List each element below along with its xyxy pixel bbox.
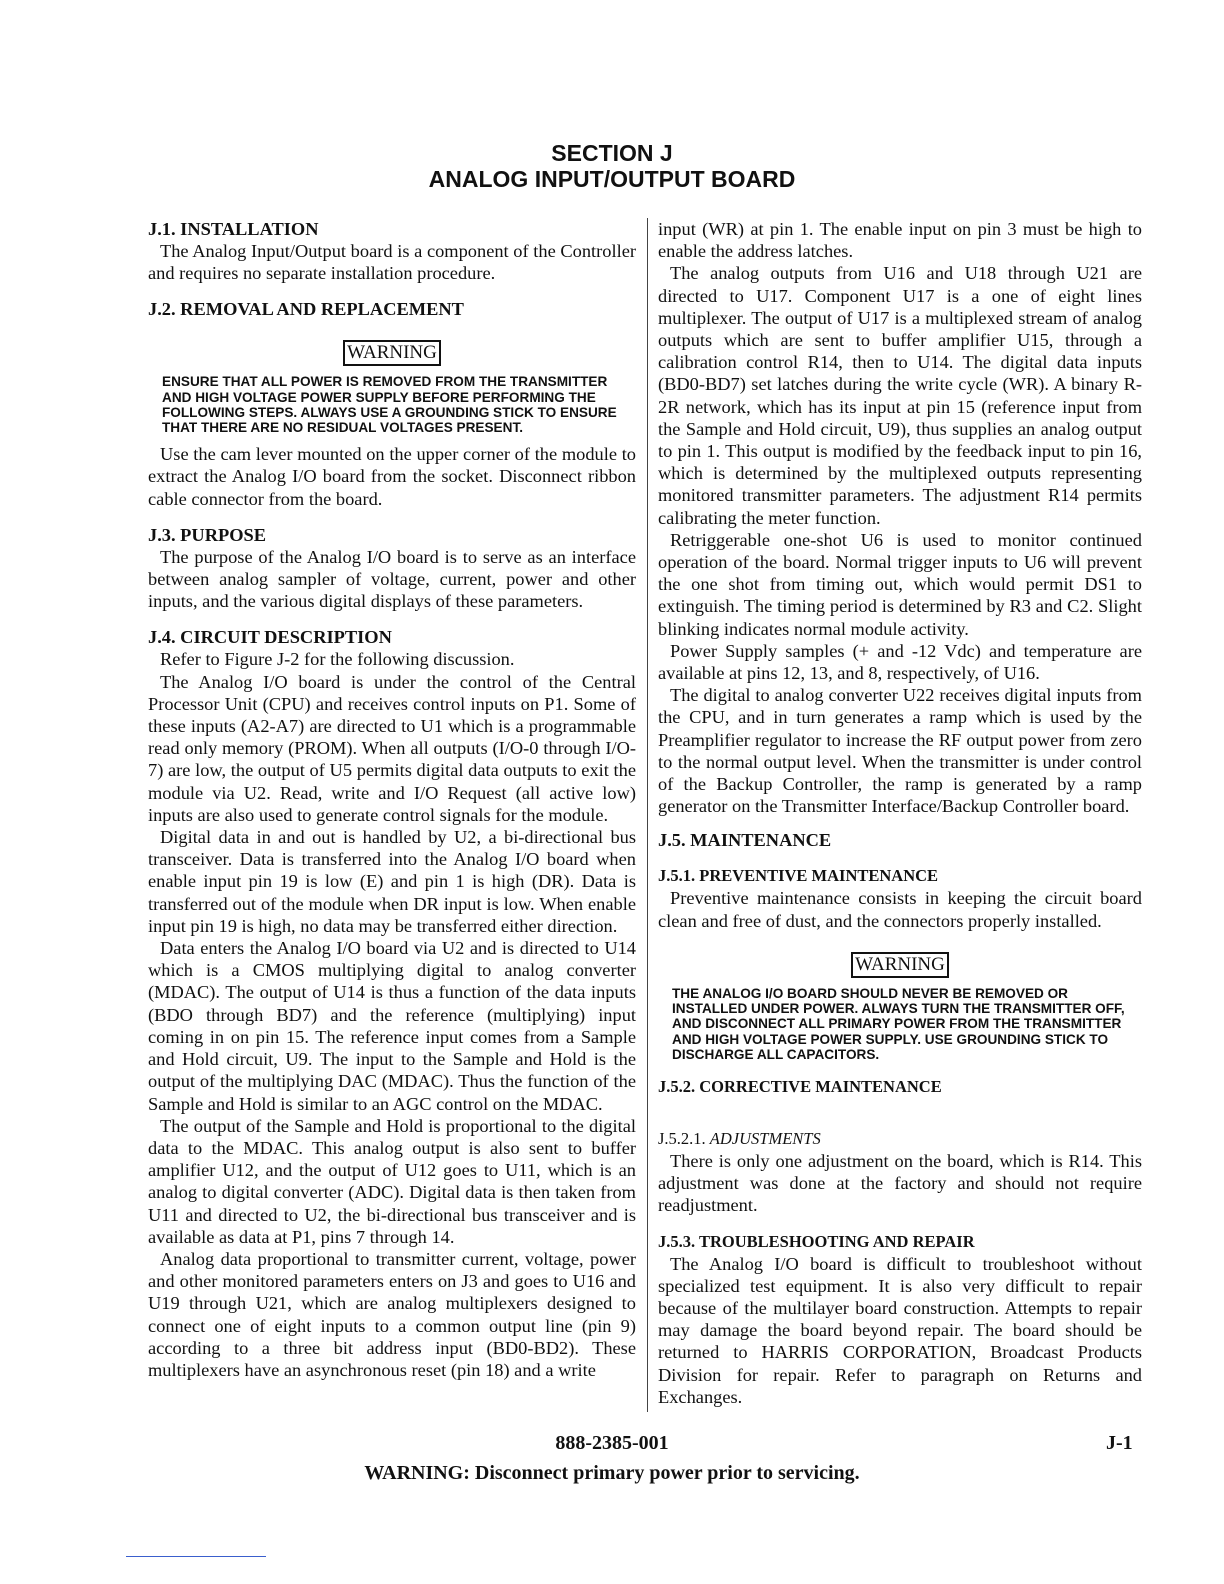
heading-preventive-maintenance: J.5.1. PREVENTIVE MAINTENANCE: [658, 866, 939, 886]
page-title: ANALOG INPUT/OUTPUT BOARD: [428, 166, 796, 192]
heading-maintenance: J.5. MAINTENANCE: [658, 830, 832, 851]
adjustments-number: J.5.2.1.: [658, 1128, 706, 1148]
paragraph-adjustments: There is only one adjustment on the board, which is R14. This adjustment was done at the factory and should not require readjustment.: [658, 1150, 1142, 1216]
page-number: J-1: [1106, 1432, 1133, 1454]
heading-circuit-description: J.4. CIRCUIT DESCRIPTION: [148, 627, 392, 648]
paragraph-purpose: The purpose of the Analog I/O board is to serve as an interface between analog sampler of voltage, current, power and other inputs, and the various digital displays of these parameters.: [148, 546, 636, 612]
heading-purpose: J.3. PURPOSE: [148, 524, 267, 545]
warning-text-2: THE ANALOG I/O BOARD SHOULD NEVER BE REMOVED OR INSTALLED UNDER POWER. ALWAYS TURN THE TRANSMITTER OFF, AND DISCONNECT ALL PRIMARY POWER FROM THE TRANSMITTER AND HIGH VOLTAGE POWER SUPPLY. USE GROUNDING STICK TO DISCHARGE ALL CAPACITORS.: [672, 985, 1125, 1062]
paragraph-one-shot: Retriggerable one-shot U6 is used to monitor continued operation of the board. Normal trigger inputs to U6 will prevent the one shot from timing out, which would permit DS1 to extinguish. The timing period is determined by R3 and C2. Slight blinking indicates normal module activity.: [658, 529, 1142, 639]
section-label: SECTION J: [551, 140, 673, 166]
adjustments-title: ADJUSTMENTS: [709, 1128, 821, 1148]
heading-corrective-maintenance: J.5.2. CORRECTIVE MAINTENANCE: [658, 1076, 942, 1096]
paragraph-installation: The Analog Input/Output board is a component of the Controller and requires no separate installation procedure.: [148, 241, 636, 284]
paragraph-continued: input (WR) at pin 1. The enable input on pin 3 must be high to enable the address latches.: [658, 219, 1142, 262]
paragraph-power-supply: Power Supply samples (+ and -12 Vdc) and temperature are available at pins 12, 13, and 8, respectively, of U16.: [658, 640, 1142, 684]
paragraph-circuit-5: The output of the Sample and Hold is proportional to the digital data to the MDAC. This analog output is also sent to buffer amplifier U12, and the output of U12 goes to U11, which is an analog to digital converter (ADC). Digital data is then taken from U11 and directed to U2, the bi-directional bus transceiver and is available as data at P1, pins 7 through 14.: [148, 1115, 636, 1247]
paragraph-troubleshooting: The Analog I/O board is difficult to troubleshoot without specialized test equipment. It is also very difficult to repair because of the multilayer board construction. Attempts to repair may damage the board beyond repair. The board should be returned to HARRIS CORPORATION, Broadcast Products Division for repair. Refer to paragraph on Returns and Exchanges.: [658, 1253, 1142, 1407]
footer-warning: WARNING: Disconnect primary power prior to servicing.: [364, 1462, 860, 1484]
warning-label-wrap-2: [658, 952, 1142, 978]
heading-adjustments: [658, 1128, 1142, 1150]
column-divider: [647, 218, 648, 1412]
paragraph-circuit-6: Analog data proportional to transmitter current, voltage, power and other monitored parameters enters on J3 and goes to U16 and U19 through U21, which are analog multiplexers designed to connect one of eight inputs to a common output line (pin 9) according to a three bit address input (BD0-BD2). These multiplexers have an asynchronous reset (pin 18) and a write: [148, 1248, 636, 1380]
warning-text: ENSURE THAT ALL POWER IS REMOVED FROM THE TRANSMITTER AND HIGH VOLTAGE POWER SUPPLY BEFORE PERFORMING THE FOLLOWING STEPS. ALWAYS USE A GROUNDING STICK TO ENSURE THAT THERE ARE NO RESIDUAL VOLTAGES PRESENT.: [162, 374, 617, 436]
section-header: [0, 140, 1224, 192]
right-column: [658, 218, 1142, 1408]
bottom-decorative-line: [126, 1556, 266, 1557]
paragraph-dac: The digital to analog converter U22 receives digital inputs from the CPU, and in turn generates a ramp which is used by the Preamplifier regulator to increase the RF output power from zero to the normal output level. When the transmitter is under control of the Backup Controller, the ramp is generated by a ramp generator on the Transmitter Interface/Backup Controller board.: [658, 685, 1142, 817]
warning-label-2: WARNING: [851, 952, 949, 978]
heading-troubleshooting: J.5.3. TROUBLESHOOTING AND REPAIR: [658, 1231, 975, 1251]
paragraph-circuit-3: Digital data in and out is handled by U2, a bi-directional bus transceiver. Data is transferred into the Analog I/O board when enable input pin 19 is low (E) and pin 1 is high (DR). Data is transferred out of the module when DR input is low. When enable input pin 19 is high, no data may be transferred either direction.: [148, 827, 636, 936]
warning-label: WARNING: [343, 340, 441, 366]
warning-label-wrap: [148, 340, 636, 366]
heading-installation: J.1. INSTALLATION: [148, 219, 319, 239]
heading-removal: J.2. REMOVAL AND REPLACEMENT: [148, 299, 464, 320]
document-number: 888-2385-001: [555, 1432, 669, 1454]
paragraph-circuit-2: The Analog I/O board is under the control of the Central Processor Unit (CPU) and receives control inputs on P1. Some of these inputs (A2-A7) are directed to U1 which is a programmable read only memory (PROM). When all outputs (I/O-0 through I/O-7) are low, the output of U5 permits digital data outputs to exit the module via U2. Read, write and I/O Request (all active low) inputs are also used to generate control signals for the module.: [148, 671, 636, 825]
paragraph-preventive: Preventive maintenance consists in keeping the circuit board clean and free of dust, and the connectors properly installed.: [658, 888, 1142, 931]
paragraph-analog-outputs: The analog outputs from U16 and U18 through U21 are directed to U17. Component U17 is a one of eight lines multiplexer. The output of U17 is a multiplexed stream of analog outputs which are sent to buffer amplifier U15, through a calibration control R14, then to U14. The digital data inputs (BD0-BD7) set latches during the write cycle (WR). A binary R-2R network, which has its input at pin 15 (reference input from the Sample and Hold circuit, U9), thus supplies an analog output to pin 1. This output is modified by the feedback input to pin 16, which is determined by the multiplexed outputs representing monitored transmitter parameters. The adjustment R14 permits calibrating the meter function.: [658, 263, 1142, 528]
paragraph-circuit-1: Refer to Figure J-2 for the following discussion.: [160, 649, 515, 670]
paragraph-removal: Use the cam lever mounted on the upper corner of the module to extract the Analog I/O board from the socket. Disconnect ribbon cable connector from the board.: [148, 444, 636, 509]
left-column: [148, 218, 636, 1381]
paragraph-circuit-4: Data enters the Analog I/O board via U2 and is directed to U14 which is a CMOS multiplying digital to analog converter (MDAC). The output of U14 is thus a function of the data inputs (BDO through BD7) and the reference (multiplying) input coming in on pin 15. The reference input comes from a Sample and Hold circuit, U9. The input to the Sample and Hold is the output of the multiplying DAC (MDAC). Thus the function of the Sample and Hold is similar to an AGC control on the MDAC.: [148, 938, 636, 1114]
